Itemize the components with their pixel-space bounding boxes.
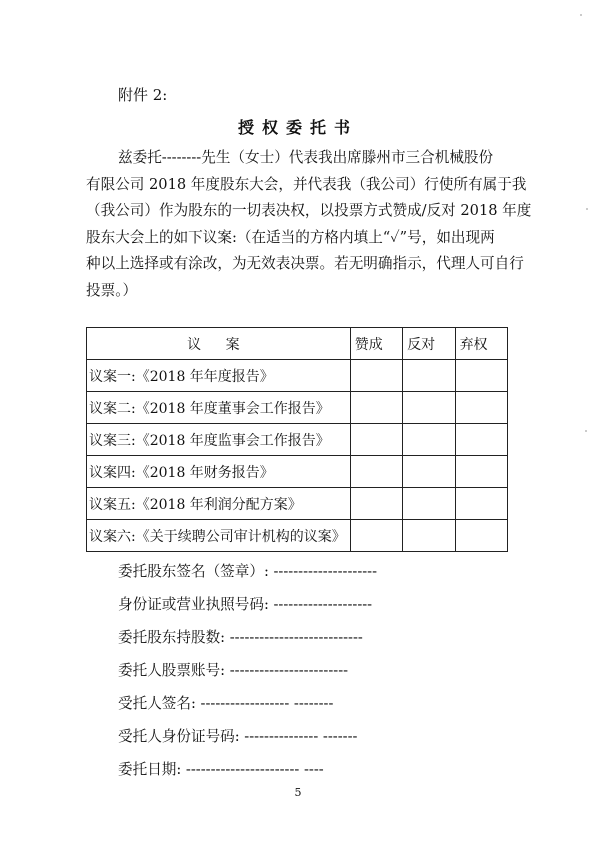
stock-account-line[interactable]: 委托人股票账号: ------------------------ [118, 662, 349, 679]
vote-against-box[interactable] [403, 424, 455, 456]
intro-line: （我公司）作为股东的一切表决权，以投票方式赞成/反对 2018 年度 [86, 202, 532, 219]
proxy-id-number-line[interactable]: 受托人身份证号码: --------------- ------- [118, 728, 358, 745]
intro-paragraph [86, 145, 532, 304]
vote-abstain-box[interactable] [455, 488, 507, 520]
table-row [87, 392, 508, 424]
table-row [87, 488, 508, 520]
attachment-label: 附件 2: [118, 86, 168, 104]
motion-cell: 议案六:《关于续聘公司审计机构的议案》 [87, 520, 351, 552]
motion-cell: 议案三:《2018 年度监事会工作报告》 [87, 424, 351, 456]
page-number: 5 [294, 786, 302, 799]
shareholding-count-line[interactable]: 委托股东持股数: --------------------------- [118, 629, 363, 646]
motion-cell: 议案五:《2018 年利润分配方案》 [87, 488, 351, 520]
intro-line: 股东大会上的如下议案:（在适当的方格内填上“✓”号，如出现两 [86, 228, 495, 246]
vote-for-box[interactable] [350, 424, 402, 456]
header-for: 赞成 [350, 328, 402, 360]
intro-line: 投票。） [86, 281, 138, 299]
motion-cell: 议案二:《2018 年度董事会工作报告》 [87, 392, 351, 424]
table-row [87, 360, 508, 392]
id-or-license-number-line[interactable]: 身份证或营业执照号码: -------------------- [118, 596, 373, 613]
vote-for-box[interactable] [350, 360, 402, 392]
header-motion: 议 案 [87, 328, 351, 360]
intro-line: 种以上选择或有涂改，为无效表决票。若无明确指示，代理人可自行 [86, 255, 524, 272]
vote-for-box[interactable] [350, 488, 402, 520]
intro-line: 兹委托--------先生（女士）代表我出席滕州市三合机械股份 [118, 149, 494, 166]
vote-abstain-box[interactable] [455, 520, 507, 552]
vote-against-box[interactable] [403, 456, 455, 488]
header-abstain: 弃权 [455, 328, 507, 360]
motion-cell: 议案四:《2018 年财务报告》 [87, 456, 351, 488]
proxy-signature-line[interactable]: 受托人签名: ------------------ -------- [118, 695, 334, 712]
intro-line: 有限公司 2018 年度股东大会，并代表我（我公司）行使所有属于我 [86, 175, 527, 193]
motion-cell: 议案一:《2018 年年度报告》 [87, 360, 351, 392]
vote-for-box[interactable] [350, 392, 402, 424]
vote-for-box[interactable] [350, 456, 402, 488]
table-header-row [87, 328, 508, 360]
voting-table [86, 327, 508, 552]
header-against: 反对 [403, 328, 455, 360]
vote-abstain-box[interactable] [455, 424, 507, 456]
vote-for-box[interactable] [350, 520, 402, 552]
vote-abstain-box[interactable] [455, 392, 507, 424]
vote-abstain-box[interactable] [455, 456, 507, 488]
vote-abstain-box[interactable] [455, 360, 507, 392]
scan-speck [586, 208, 588, 210]
table-row [87, 520, 508, 552]
authorization-date-line[interactable]: 委托日期: ----------------------- ---- [118, 761, 324, 778]
scan-speck [580, 14, 582, 16]
shareholder-signature-line[interactable]: 委托股东签名（签章）: --------------------- [118, 563, 378, 580]
vote-against-box[interactable] [403, 360, 455, 392]
document-title: 授权委托书 [237, 118, 358, 137]
scan-speck [585, 430, 587, 432]
vote-against-box[interactable] [403, 488, 455, 520]
table-row [87, 456, 508, 488]
vote-against-box[interactable] [403, 520, 455, 552]
table-row [87, 424, 508, 456]
vote-against-box[interactable] [403, 392, 455, 424]
